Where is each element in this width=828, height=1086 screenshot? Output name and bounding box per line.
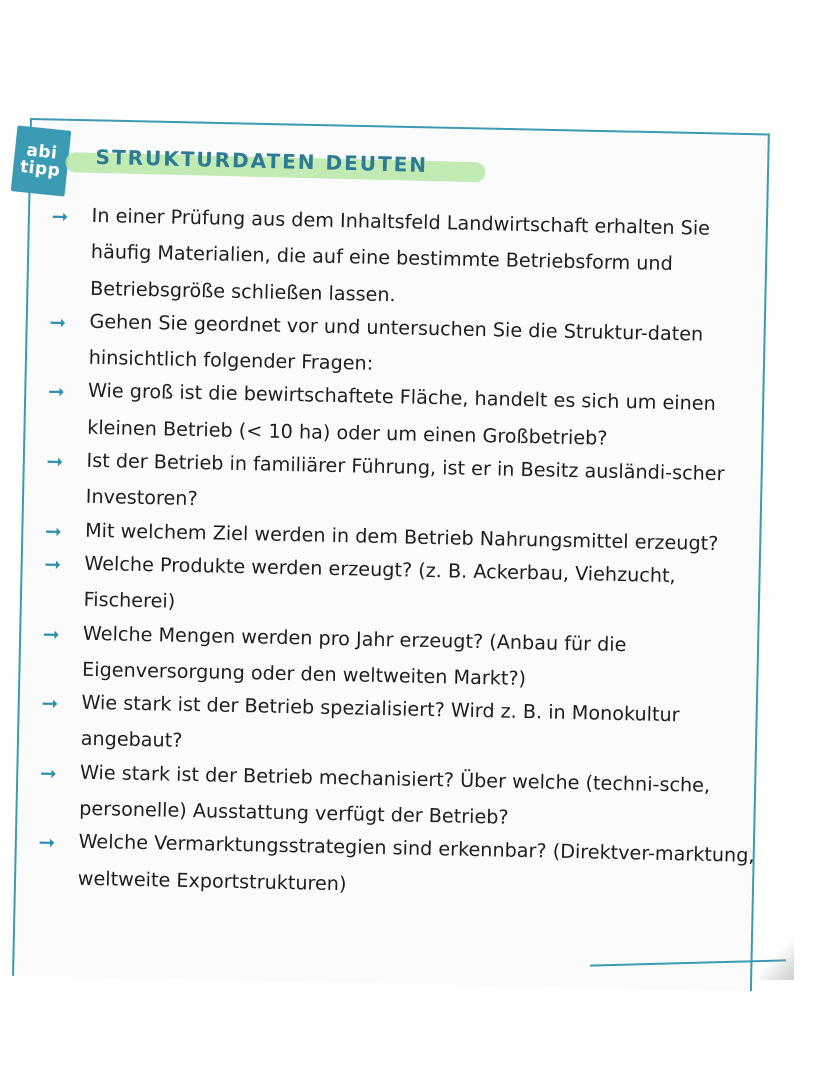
arrow-right-icon: ➞ (39, 760, 58, 785)
arrow-right-icon: ➞ (41, 691, 59, 716)
arrow-right-icon: ➞ (44, 518, 63, 543)
list-item-text: In einer Prüfung aus dem Inhaltsfeld Landwirtschaft erhalten Sie häufig Materialien, die auf eine bestimmte Betriebsform und Betriebsgröße schließen lassen. (89, 203, 711, 306)
badge-line-1: abi (25, 140, 59, 164)
list-item-text: Wie stark ist der Betrieb mechanisiert? Über welche (techni-sche, personelle) Ausstattung verfügt der Betrieb? (79, 760, 711, 829)
list-item-text: Mit welchem Ziel werden in dem Betrieb Nahrungsmittel erzeugt? (84, 518, 719, 555)
arrow-right-icon: ➞ (38, 830, 56, 855)
list-item-text: Wie stark ist der Betrieb spezialisiert? Wird z. B. in Monokultur angebaut? (80, 690, 680, 753)
list-item-text: Welche Vermarktungsstrategien sind erkennbar? (Direktver-marktung, weltweite Exportstrukturen) (77, 830, 755, 895)
arrow-right-icon: ➞ (49, 309, 67, 335)
page-corner-shadow (760, 940, 794, 980)
box-title: STRUKTURDATEN DEUTEN (95, 144, 429, 177)
arrow-right-icon: ➞ (47, 379, 66, 404)
tip-list (37, 200, 771, 911)
list-item-text: Wie groß ist die bewirtschaftete Fläche, handelt es sich um einen kleinen Betrieb (< 10 ha) oder um einen Großbetrieb? (87, 379, 717, 450)
arrow-right-icon: ➞ (44, 551, 62, 577)
list-item-text: Welche Produkte werden erzeugt? (z. B. Ackerbau, Viehzucht, Fischerei) (83, 551, 676, 613)
list-item-text: Welche Mengen werden pro Jahr erzeugt? (Anbau für die Eigenversorgung oder den weltweiten Markt?) (81, 621, 627, 690)
list-item-text: Gehen Sie geordnet vor und untersuchen Sie die Struktur-daten hinsichtlich folgender Fragen: (88, 309, 704, 375)
list-item-text: Ist der Betrieb in familiärer Führung, ist er in Besitz ausländi-scher Investoren? (85, 448, 725, 511)
badge-line-2: tipp (19, 156, 62, 182)
arrow-right-icon: ➞ (51, 203, 69, 229)
list-item (50, 200, 772, 321)
arrow-right-icon: ➞ (46, 449, 64, 474)
arrow-right-icon: ➞ (42, 621, 60, 646)
